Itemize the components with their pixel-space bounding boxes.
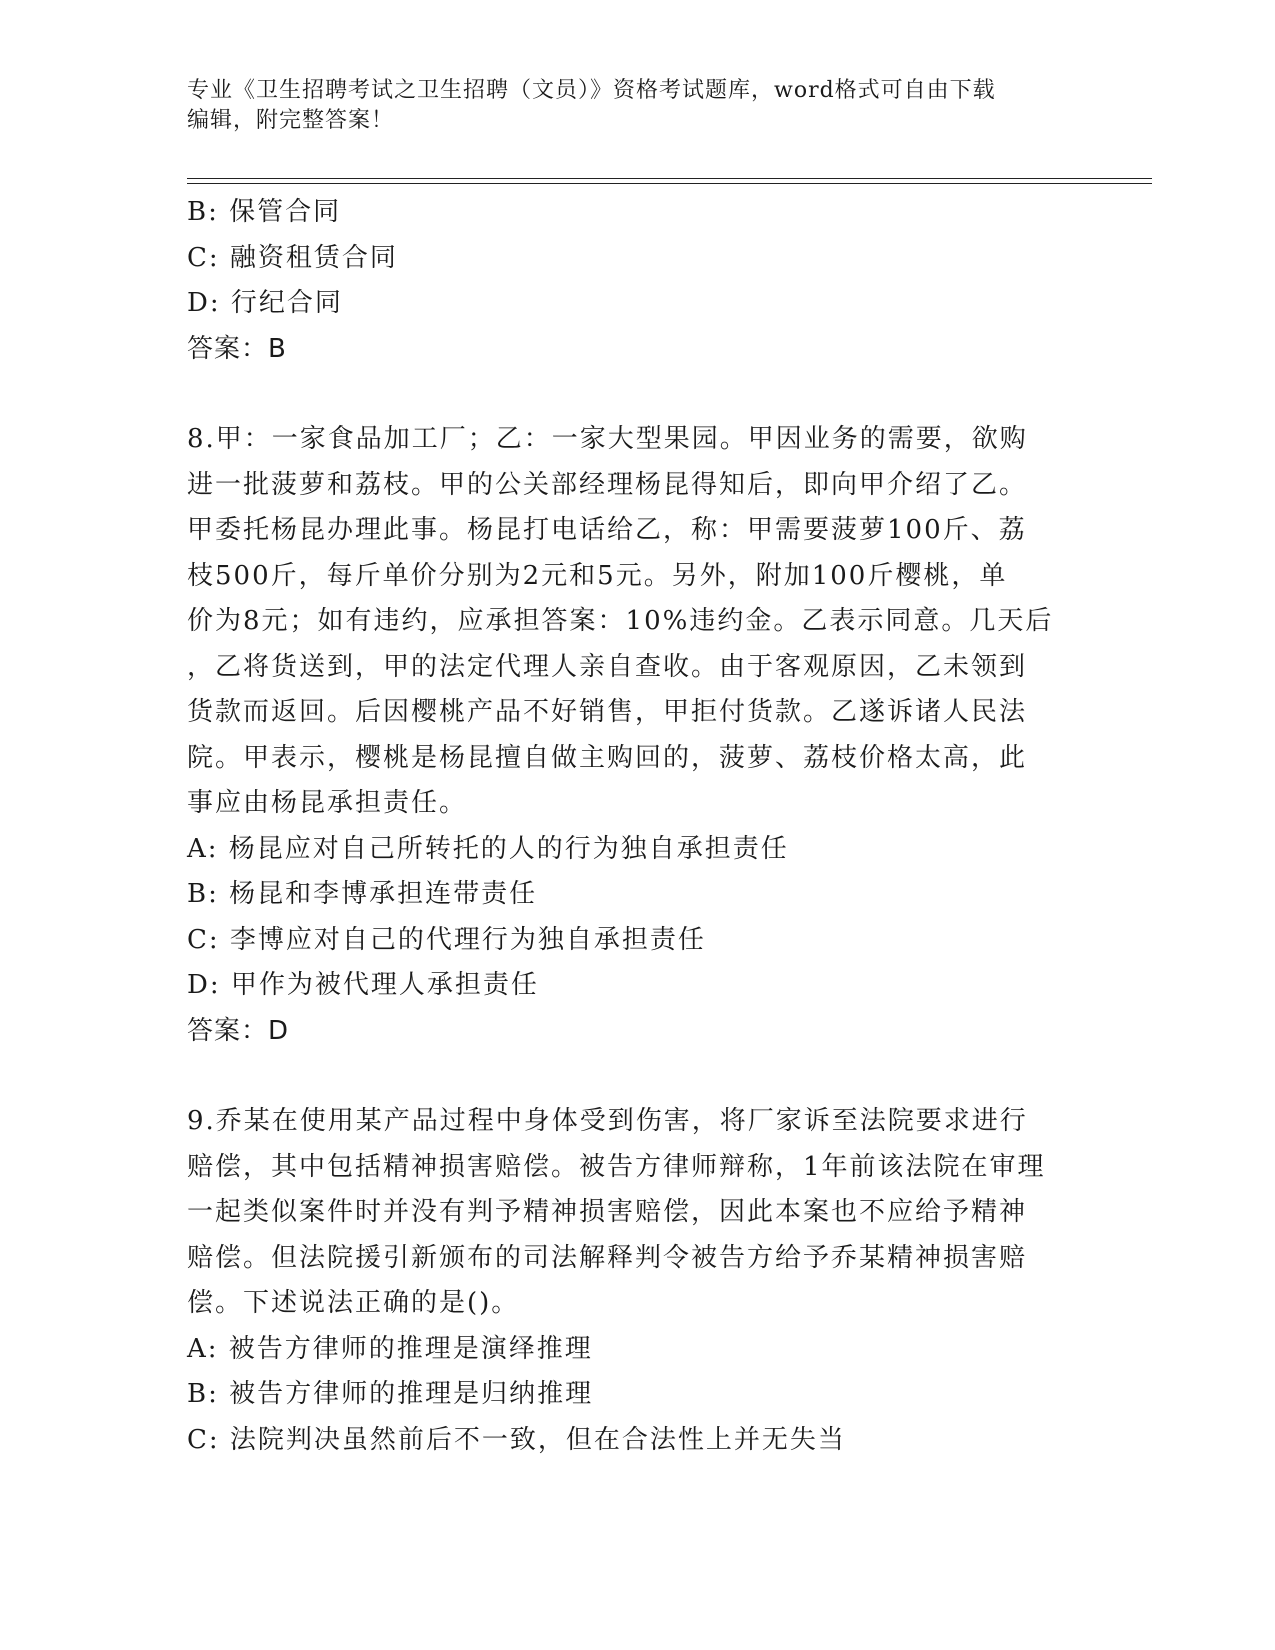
option-d: D: 行纪合同 [187,288,343,318]
previous-question [187,190,1087,372]
question-8 [187,417,1087,1054]
header-line-2: 编辑，附完整答案！ [187,108,395,133]
question-content [187,190,1087,1463]
question-stem-line: 枝500斤，每斤单价分别为2元和5元。另外，附加100斤樱桃，单 [187,560,1008,591]
question-stem-line: 价为8元；如有违约，应承担答案：10%违约金。乙表示同意。几天后 [187,606,1054,636]
question-stem-line: 一起类似案件时并没有判予精神损害赔偿，因此本案也不应给予精神 [187,1197,1028,1227]
question-stem-line: 院。甲表示，樱桃是杨昆擅自做主购回的，菠萝、荔枝价格太高，此 [187,742,1028,773]
option-b: B: 杨昆和李博承担连带责任 [187,879,538,909]
option-d: D: 甲作为被代理人承担责任 [187,970,539,1000]
answer: 答案：D [187,1015,290,1046]
question-stem-line: 进一批菠萝和荔枝。甲的公关部经理杨昆得知后，即向甲介绍了乙。 [187,469,1028,500]
header-line-1: 专业《卫生招聘考试之卫生招聘（文员）》资格考试题库，word格式可自由下载 [187,78,996,103]
question-stem-line: ，乙将货送到，甲的法定代理人亲自查收。由于客观原因，乙未领到 [187,651,1028,682]
spacer [187,372,1087,417]
question-stem-line: 货款而返回。后因樱桃产品不好销售，甲拒付货款。乙遂诉诸人民法 [187,697,1028,727]
question-stem-line: 赔偿，其中包括精神损害赔偿。被告方律师辩称，1年前该法院在审理 [187,1151,1046,1182]
answer: 答案：B [187,333,287,364]
question-stem-line: 8.甲：一家食品加工厂；乙：一家大型果园。甲因业务的需要，欲购 [187,424,1028,454]
question-stem-line: 赔偿。但法院援引新颁布的司法解释判令被告方给予乔某精神损害赔 [187,1242,1028,1273]
document-header [187,76,1087,136]
question-stem-line: 偿。下述说法正确的是()。 [187,1288,520,1318]
option-c: C: 融资租赁合同 [187,242,398,273]
option-c: C: 李博应对自己的代理行为独自承担责任 [187,924,706,955]
option-a: A: 杨昆应对自己所转托的人的行为独自承担责任 [187,833,789,864]
option-a: A: 被告方律师的推理是演绎推理 [187,1333,593,1364]
question-stem-line: 甲委托杨昆办理此事。杨昆打电话给乙，称：甲需要菠萝100斤、荔 [187,515,1027,545]
option-b: B: 保管合同 [187,197,342,227]
question-stem-line: 事应由杨昆承担责任。 [187,788,468,818]
spacer [187,1054,1087,1099]
question-9 [187,1099,1087,1463]
option-c: C: 法院判决虽然前后不一致，但在合法性上并无失当 [187,1424,846,1455]
header-rule-bottom [187,183,1152,184]
header-rule-top [187,178,1152,179]
question-stem-line: 9.乔某在使用某产品过程中身体受到伤害，将厂家诉至法院要求进行 [187,1106,1028,1136]
option-b: B: 被告方律师的推理是归纳推理 [187,1379,594,1409]
